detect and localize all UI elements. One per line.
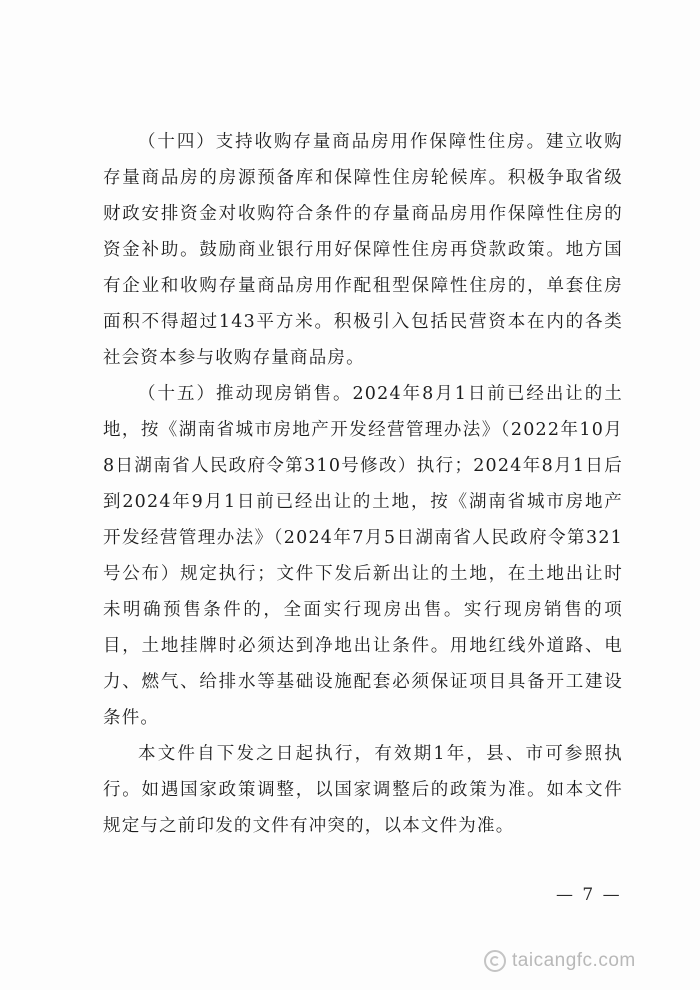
watermark — [484, 950, 636, 972]
paragraph-effective-date: 本文件自下发之日起执行，有效期1年，县、市可参照执行。如遇国家政策调整，以国家调整后的政策为准。如本文件规定与之前印发的文件有冲突的，以本文件为准。 — [103, 744, 623, 836]
document-body — [103, 124, 623, 844]
watermark-text: taicangfc.com — [512, 950, 636, 971]
paragraph-14: （十四）支持收购存量商品房用作保障性住房。建立收购存量商品房的房源预备库和保障性住房轮候库。积极争取省级财政安排资金对收购符合条件的存量商品房用作保障性住房的资金补助。鼓励商业银行用好保障性住房再贷款政策。地方国有企业和收购存量商品房用作配租型保障性住房的，单套住房面积不得超过143平方米。积极引入包括民营资本在内的各类社会资本参与收购存量商品房。 — [103, 132, 623, 368]
paragraph-15: （十五）推动现房销售。2024年8月1日前已经出让的土地，按《湖南省城市房地产开发经营管理办法》（2022年10月8日湖南省人民政府令第310号修改）执行；2024年8月1日后到2024年9月1日前已经出让的土地，按《湖南省城市房地产开发经营管理办法》（2024年7月5日湖南省人民政府令第321号公布）规定执行；文件下发后新出让的土地，在土地出让时未明确预售条件的，全面实行现房出售。实行现房销售的项目，土地挂牌时必须达到净地出让条件。用地红线外道路、电力、燃气、给排水等基础设施配套必须保证项目具备开工建设条件。 — [103, 384, 623, 728]
page-number: — 7 — — [556, 885, 622, 905]
site-logo-icon — [484, 950, 506, 972]
